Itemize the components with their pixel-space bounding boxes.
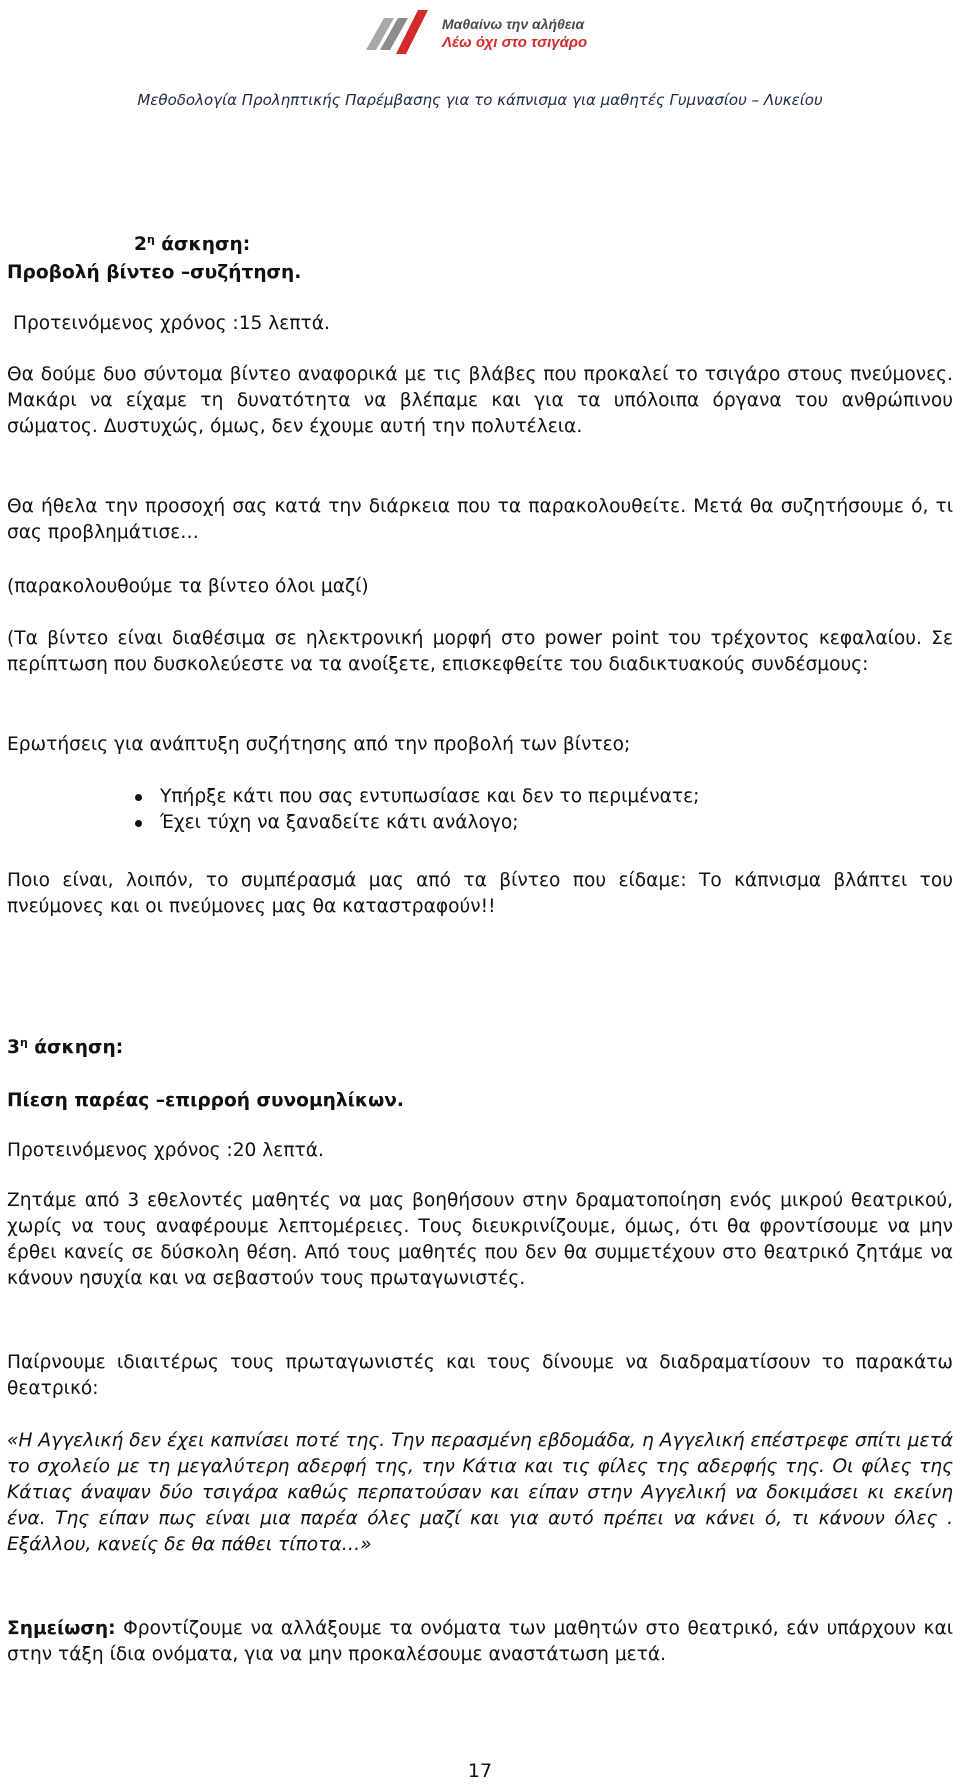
campaign-logo: [364, 8, 614, 60]
exercise-3-title: Πίεση παρέας –επιρροή συνομηλίκων.: [7, 1090, 404, 1111]
list-item: [0, 784, 946, 810]
exercise-2-paragraph-2: Θα ήθελα την προσοχή σας κατά την διάρκεια που τα παρακολουθείτε. Μετά θα συζητήσουμε ό, τι σας προβλημάτισε…: [7, 496, 953, 543]
page-number: 17: [467, 1760, 493, 1782]
exercise-3-note: [7, 1616, 953, 1668]
list-item: [0, 810, 946, 836]
exercise-3-label: άσκηση:: [27, 1037, 124, 1058]
exercise-2-superscript: η: [146, 233, 155, 246]
exercise-2-heading: [134, 232, 434, 258]
list-item-text: Υπήρξε κάτι που σας εντυπωσίασε και δεν το περιμένατε;: [160, 786, 700, 807]
exercise-2-title: Προβολή βίντεο –συζήτηση.: [7, 262, 302, 283]
list-item-text: Έχει τύχη να ξαναδείτε κάτι ανάλογο;: [160, 812, 519, 833]
logo-stripes-icon: [364, 8, 444, 58]
logo-text-line2: Λέω όχι στο τσιγάρο: [442, 34, 588, 51]
note-text: Φροντίζουμε να αλλάξουμε τα ονόματα των μαθητών στο θεατρικό, εάν υπάρχουν και στην τάξη ίδια ονόματα, για να μην προκαλέσουμε αναστάτωση μετά.: [7, 1618, 953, 1665]
exercise-3-number: 3: [7, 1037, 20, 1058]
bullet-icon: [135, 794, 142, 801]
bullet-icon: [135, 820, 142, 827]
document-subtitle: Μεθοδολογία Προληπτικής Παρέμβασης για το κάπνισμα για μαθητές Γυμνασίου – Λυκείου: [137, 91, 823, 109]
exercise-2-conclusion: Ποιο είναι, λοιπόν, το συμπέρασμά μας από τα βίντεο που είδαμε: Το κάπνισμα βλάπτει του πνεύμονες και οι πνεύμονες μας θα καταστραφούν!!: [7, 870, 953, 917]
logo-text-line1: Μαθαίνω την αλήθεια: [442, 16, 585, 32]
exercise-2-paragraph-4: (Τα βίντεο είναι διαθέσιμα σε ηλεκτρονική μορφή στο power point του τρέχοντος κεφαλαίου. Σε περίπτωση που δυσκολεύεστε να τα ανοίξετε, επισκεφθείτε του διαδικτυακούς συνδέσμους:: [7, 628, 953, 675]
exercise-2-label: άσκηση:: [154, 234, 251, 255]
exercise-3-time: Προτεινόμενος χρόνος :20 λεπτά.: [7, 1140, 324, 1161]
exercise-3-heading: [7, 1035, 307, 1061]
exercise-2-time: Προτεινόμενος χρόνος :15 λεπτά.: [13, 313, 330, 334]
exercise-2-questions-intro: Ερωτήσεις για ανάπτυξη συζήτησης από την προβολή των βίντεο;: [7, 734, 631, 755]
exercise-2-number: 2: [134, 234, 147, 255]
exercise-3-play-script: «Η Αγγελική δεν έχει καπνίσει ποτέ της. Την περασμένη εβδομάδα, η Αγγελική επέστρεφε σπίτι μετά το σχολείο με τη μεγαλύτερη αδερφή της, την Κάτια και τις φίλες της αδερφής της. Οι φίλες της Κάτιας άναψαν δύο τσιγάρα καθώς περπατούσαν και είπαν στην Αγγελική να δοκιμάσει κι εκείνη ένα. Της είπαν πως είναι μια παρέα όλες μαζί και για αυτό πρέπει να κάνει ό, τι κάνουν όλες . Εξάλλου, κανείς δε θα πάθει τίποτα…»: [7, 1430, 953, 1555]
exercise-3-superscript: η: [19, 1036, 28, 1049]
note-label: Σημείωση:: [7, 1618, 116, 1639]
exercise-2-paragraph-3: (παρακολουθούμε τα βίντεο όλοι μαζί): [7, 576, 369, 597]
exercise-2-paragraph-1: Θα δούμε δυο σύντομα βίντεο αναφορικά με τις βλάβες που προκαλεί το τσιγάρο στους πνεύμονες. Μακάρι να είχαμε τη δυνατότητα να βλέπαμε και για τα υπόλοιπα όργανα του ανθρώπινου σώματος. Δυστυχώς, όμως, δεν έχουμε αυτή την πολυτέλεια.: [7, 364, 953, 437]
exercise-2-question-list: [0, 784, 946, 836]
exercise-3-paragraph-2: Παίρνουμε ιδιαιτέρως τους πρωταγωνιστές και τους δίνουμε να διαδραματίσουν το παρακάτω θεατρικό:: [7, 1352, 953, 1399]
exercise-3-paragraph-1: Ζητάμε από 3 εθελοντές μαθητές να μας βοηθήσουν στην δραματοποίηση ενός μικρού θεατρικού, χωρίς να τους αναφέρουμε λεπτομέρειες. Τους διευκρινίζουμε, όμως, ότι θα φροντίσουμε να μην έρθει κανείς σε δύσκολη θέση. Από τους μαθητές που δεν θα συμμετέχουν στο θεατρικό ζητάμε να κάνουν ησυχία και να σεβαστούν τους πρωταγωνιστές.: [7, 1190, 953, 1289]
